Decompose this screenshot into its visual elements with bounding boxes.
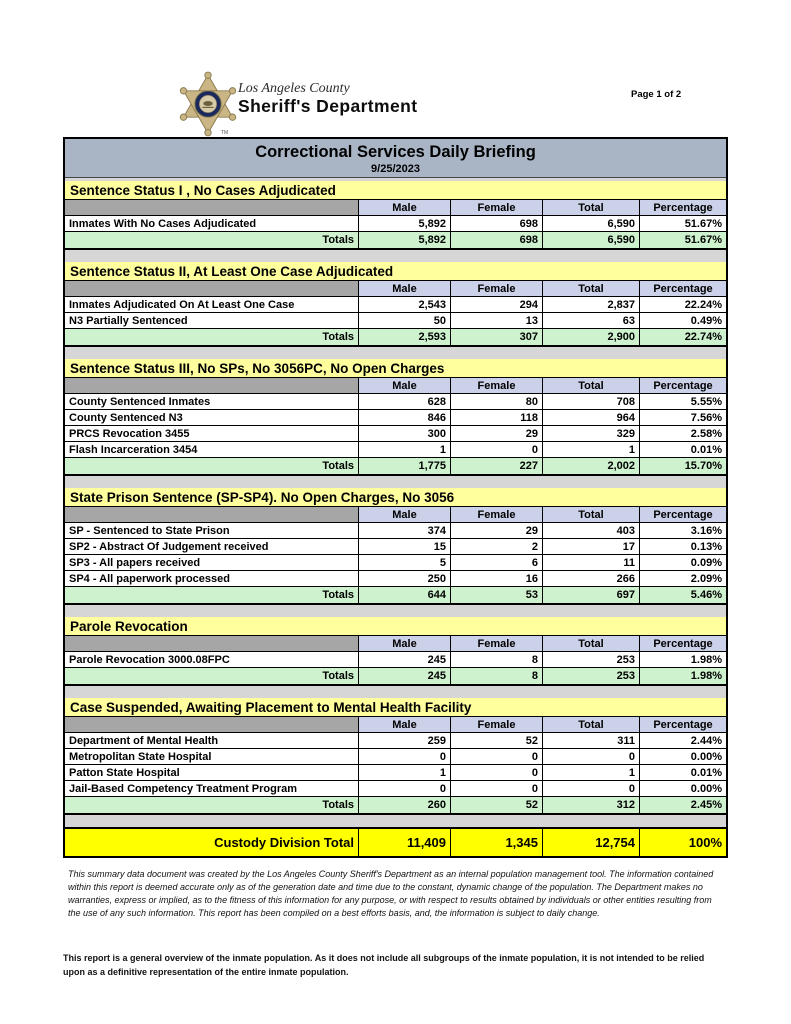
value-cell-total: 2,837	[543, 297, 640, 313]
value-cell-percentage: 51.67%	[640, 216, 726, 232]
value-cell-percentage: 15.70%	[640, 458, 726, 474]
column-header-male: Male	[359, 507, 451, 523]
value-cell-total: 17	[543, 539, 640, 555]
value-cell-male: 50	[359, 313, 451, 329]
column-header-male: Male	[359, 281, 451, 297]
briefing-section	[65, 262, 726, 347]
value-cell-male: 644	[359, 587, 451, 603]
column-header-female: Female	[451, 636, 543, 652]
column-header-row	[65, 636, 726, 652]
value-cell-percentage: 1.98%	[640, 652, 726, 668]
table-row	[65, 216, 726, 232]
briefing-section	[65, 181, 726, 250]
section-heading: State Prison Sentence (SP-SP4). No Open Charges, No 3056	[65, 488, 726, 507]
column-header-spacer	[65, 281, 359, 297]
column-header-spacer	[65, 636, 359, 652]
briefing-report	[63, 137, 728, 858]
value-cell-female: 698	[451, 232, 543, 248]
row-label: PRCS Revocation 3455	[65, 426, 359, 442]
table-row	[65, 523, 726, 539]
column-header-percentage: Percentage	[640, 507, 726, 523]
column-header-female: Female	[451, 717, 543, 733]
column-header-female: Female	[451, 281, 543, 297]
brand-header	[63, 72, 728, 136]
value-cell-female: 0	[451, 765, 543, 781]
column-header-spacer	[65, 200, 359, 216]
value-cell-male: 0	[359, 781, 451, 797]
section-heading: Parole Revocation	[65, 617, 726, 636]
table-row	[65, 410, 726, 426]
column-header-percentage: Percentage	[640, 200, 726, 216]
row-label: Metropolitan State Hospital	[65, 749, 359, 765]
briefing-section	[65, 488, 726, 605]
column-header-male: Male	[359, 200, 451, 216]
value-cell-total: 0	[543, 781, 640, 797]
section-gap	[65, 347, 726, 359]
value-cell-male: 5,892	[359, 216, 451, 232]
value-cell-percentage: 0.00%	[640, 781, 726, 797]
value-cell-percentage: 2.45%	[640, 797, 726, 813]
table-row	[65, 749, 726, 765]
value-cell-female: 52	[451, 733, 543, 749]
row-label: Department of Mental Health	[65, 733, 359, 749]
column-header-total: Total	[543, 378, 640, 394]
value-cell-male: 259	[359, 733, 451, 749]
totals-row	[65, 668, 726, 684]
briefing-section	[65, 359, 726, 476]
table-row	[65, 426, 726, 442]
value-cell-female: 0	[451, 442, 543, 458]
overview-note-text: This report is a general overview of the inmate population. As it does not include all subgroups of the inmate population, it is not intended to be relied upon as a definitive representation of the entire inmate population.	[63, 953, 705, 977]
value-cell-male: 245	[359, 652, 451, 668]
totals-row	[65, 458, 726, 474]
section-gap	[65, 686, 726, 698]
value-cell-female: 6	[451, 555, 543, 571]
row-label: Jail-Based Competency Treatment Program	[65, 781, 359, 797]
value-cell-female: 0	[451, 749, 543, 765]
value-cell-total: 1	[543, 442, 640, 458]
column-header-total: Total	[543, 636, 640, 652]
grand-total-male: 11,409	[359, 829, 451, 856]
value-cell-total: 0	[543, 749, 640, 765]
value-cell-female: 8	[451, 652, 543, 668]
value-cell-total: 2,002	[543, 458, 640, 474]
table-row	[65, 781, 726, 797]
column-header-row	[65, 378, 726, 394]
value-cell-female: 13	[451, 313, 543, 329]
value-cell-male: 374	[359, 523, 451, 539]
row-label: SP4 - All paperwork processed	[65, 571, 359, 587]
value-cell-total: 2,900	[543, 329, 640, 345]
value-cell-male: 2,593	[359, 329, 451, 345]
row-label: Flash Incarceration 3454	[65, 442, 359, 458]
column-header-female: Female	[451, 200, 543, 216]
value-cell-total: 697	[543, 587, 640, 603]
column-header-male: Male	[359, 378, 451, 394]
trademark-mark: TM	[221, 130, 229, 136]
value-cell-percentage: 0.00%	[640, 749, 726, 765]
value-cell-percentage: 51.67%	[640, 232, 726, 248]
table-row	[65, 733, 726, 749]
table-row	[65, 571, 726, 587]
value-cell-percentage: 0.01%	[640, 442, 726, 458]
column-header-percentage: Percentage	[640, 281, 726, 297]
value-cell-female: 2	[451, 539, 543, 555]
section-gap	[65, 250, 726, 262]
value-cell-male: 0	[359, 749, 451, 765]
row-label: Totals	[65, 329, 359, 345]
grand-total-percentage: 100%	[640, 829, 726, 856]
row-label: SP2 - Abstract Of Judgement received	[65, 539, 359, 555]
custody-division-total-row	[65, 827, 726, 856]
column-header-percentage: Percentage	[640, 378, 726, 394]
column-header-row	[65, 507, 726, 523]
column-header-total: Total	[543, 200, 640, 216]
report-date: 9/25/2023	[371, 163, 420, 175]
value-cell-percentage: 2.09%	[640, 571, 726, 587]
row-label: County Sentenced Inmates	[65, 394, 359, 410]
totals-row	[65, 232, 726, 248]
value-cell-percentage: 2.58%	[640, 426, 726, 442]
row-label: Totals	[65, 232, 359, 248]
value-cell-male: 260	[359, 797, 451, 813]
section-heading: Sentence Status I , No Cases Adjudicated	[65, 181, 726, 200]
value-cell-total: 964	[543, 410, 640, 426]
totals-row	[65, 797, 726, 813]
grand-total-label: Custody Division Total	[65, 829, 359, 856]
title-bar	[65, 139, 726, 178]
value-cell-male: 250	[359, 571, 451, 587]
totals-row	[65, 329, 726, 345]
value-cell-total: 403	[543, 523, 640, 539]
agency-name	[238, 82, 417, 115]
value-cell-percentage: 0.49%	[640, 313, 726, 329]
briefing-section	[65, 617, 726, 686]
value-cell-percentage: 2.44%	[640, 733, 726, 749]
value-cell-female: 227	[451, 458, 543, 474]
table-row	[65, 297, 726, 313]
value-cell-female: 294	[451, 297, 543, 313]
column-header-percentage: Percentage	[640, 636, 726, 652]
section-heading: Case Suspended, Awaiting Placement to Mental Health Facility	[65, 698, 726, 717]
page-number: Page 1 of 2	[631, 89, 682, 100]
value-cell-percentage: 22.74%	[640, 329, 726, 345]
row-label: SP3 - All papers received	[65, 555, 359, 571]
value-cell-male: 2,543	[359, 297, 451, 313]
column-header-row	[65, 717, 726, 733]
value-cell-total: 311	[543, 733, 640, 749]
column-header-male: Male	[359, 717, 451, 733]
sections	[65, 181, 726, 827]
value-cell-percentage: 0.13%	[640, 539, 726, 555]
row-label: Totals	[65, 797, 359, 813]
column-header-spacer	[65, 717, 359, 733]
value-cell-female: 0	[451, 781, 543, 797]
value-cell-percentage: 0.01%	[640, 765, 726, 781]
value-cell-percentage: 22.24%	[640, 297, 726, 313]
value-cell-male: 1	[359, 442, 451, 458]
disclaimer-text: This summary data document was created by the Los Angeles County Sheriff's Department as an internal population management tool. The information contained within this report is deemed accurate only as of the generation date and time due to the constant, dynamic change of the population. The Department makes no warranties, express or implied, as to the fitness of this information for any purpose, or with respect to results obtained by individuals or other entities resulting from the use of any such information. This report has been compiled on a best efforts basis, and, the information is subject to daily change.	[68, 869, 714, 919]
grand-total-female: 1,345	[451, 829, 543, 856]
report-title: Correctional Services Daily Briefing	[255, 143, 536, 161]
row-label: Parole Revocation 3000.08FPC	[65, 652, 359, 668]
totals-row	[65, 587, 726, 603]
value-cell-female: 29	[451, 426, 543, 442]
agency-department: Sheriff's Department	[238, 95, 418, 116]
value-cell-female: 307	[451, 329, 543, 345]
value-cell-female: 16	[451, 571, 543, 587]
column-header-female: Female	[451, 378, 543, 394]
value-cell-female: 8	[451, 668, 543, 684]
value-cell-total: 329	[543, 426, 640, 442]
value-cell-male: 5	[359, 555, 451, 571]
value-cell-percentage: 7.56%	[640, 410, 726, 426]
value-cell-female: 698	[451, 216, 543, 232]
value-cell-female: 118	[451, 410, 543, 426]
value-cell-male: 628	[359, 394, 451, 410]
table-row	[65, 313, 726, 329]
section-gap	[65, 476, 726, 488]
value-cell-total: 6,590	[543, 216, 640, 232]
table-row	[65, 539, 726, 555]
row-label: Totals	[65, 587, 359, 603]
value-cell-total: 266	[543, 571, 640, 587]
column-header-female: Female	[451, 507, 543, 523]
column-header-male: Male	[359, 636, 451, 652]
value-cell-female: 29	[451, 523, 543, 539]
value-cell-male: 1	[359, 765, 451, 781]
row-label: Totals	[65, 668, 359, 684]
table-row	[65, 652, 726, 668]
row-label: N3 Partially Sentenced	[65, 313, 359, 329]
column-header-spacer	[65, 378, 359, 394]
value-cell-total: 253	[543, 668, 640, 684]
row-label: Inmates With No Cases Adjudicated	[65, 216, 359, 232]
table-row	[65, 765, 726, 781]
row-label: Totals	[65, 458, 359, 474]
value-cell-total: 11	[543, 555, 640, 571]
column-header-row	[65, 200, 726, 216]
value-cell-male: 1,775	[359, 458, 451, 474]
table-row	[65, 555, 726, 571]
value-cell-total: 708	[543, 394, 640, 410]
value-cell-percentage: 5.46%	[640, 587, 726, 603]
sheriff-badge-icon	[173, 71, 243, 137]
value-cell-male: 846	[359, 410, 451, 426]
table-row	[65, 442, 726, 458]
section-gap	[65, 815, 726, 827]
row-label: County Sentenced N3	[65, 410, 359, 426]
value-cell-total: 253	[543, 652, 640, 668]
row-label: SP - Sentenced to State Prison	[65, 523, 359, 539]
briefing-section	[65, 698, 726, 815]
value-cell-total: 1	[543, 765, 640, 781]
value-cell-total: 312	[543, 797, 640, 813]
section-heading: Sentence Status II, At Least One Case Adjudicated	[65, 262, 726, 281]
value-cell-percentage: 0.09%	[640, 555, 726, 571]
value-cell-female: 80	[451, 394, 543, 410]
column-header-row	[65, 281, 726, 297]
value-cell-percentage: 3.16%	[640, 523, 726, 539]
agency-county: Los Angeles County	[238, 81, 350, 96]
grand-total-total: 12,754	[543, 829, 640, 856]
column-header-total: Total	[543, 281, 640, 297]
column-header-total: Total	[543, 507, 640, 523]
row-label: Patton State Hospital	[65, 765, 359, 781]
column-header-total: Total	[543, 717, 640, 733]
value-cell-total: 6,590	[543, 232, 640, 248]
column-header-percentage: Percentage	[640, 717, 726, 733]
value-cell-male: 5,892	[359, 232, 451, 248]
value-cell-female: 53	[451, 587, 543, 603]
value-cell-male: 245	[359, 668, 451, 684]
value-cell-percentage: 1.98%	[640, 668, 726, 684]
column-header-spacer	[65, 507, 359, 523]
value-cell-male: 300	[359, 426, 451, 442]
value-cell-total: 63	[543, 313, 640, 329]
value-cell-female: 52	[451, 797, 543, 813]
row-label: Inmates Adjudicated On At Least One Case	[65, 297, 359, 313]
section-heading: Sentence Status III, No SPs, No 3056PC, No Open Charges	[65, 359, 726, 378]
section-gap	[65, 605, 726, 617]
value-cell-male: 15	[359, 539, 451, 555]
table-row	[65, 394, 726, 410]
value-cell-percentage: 5.55%	[640, 394, 726, 410]
